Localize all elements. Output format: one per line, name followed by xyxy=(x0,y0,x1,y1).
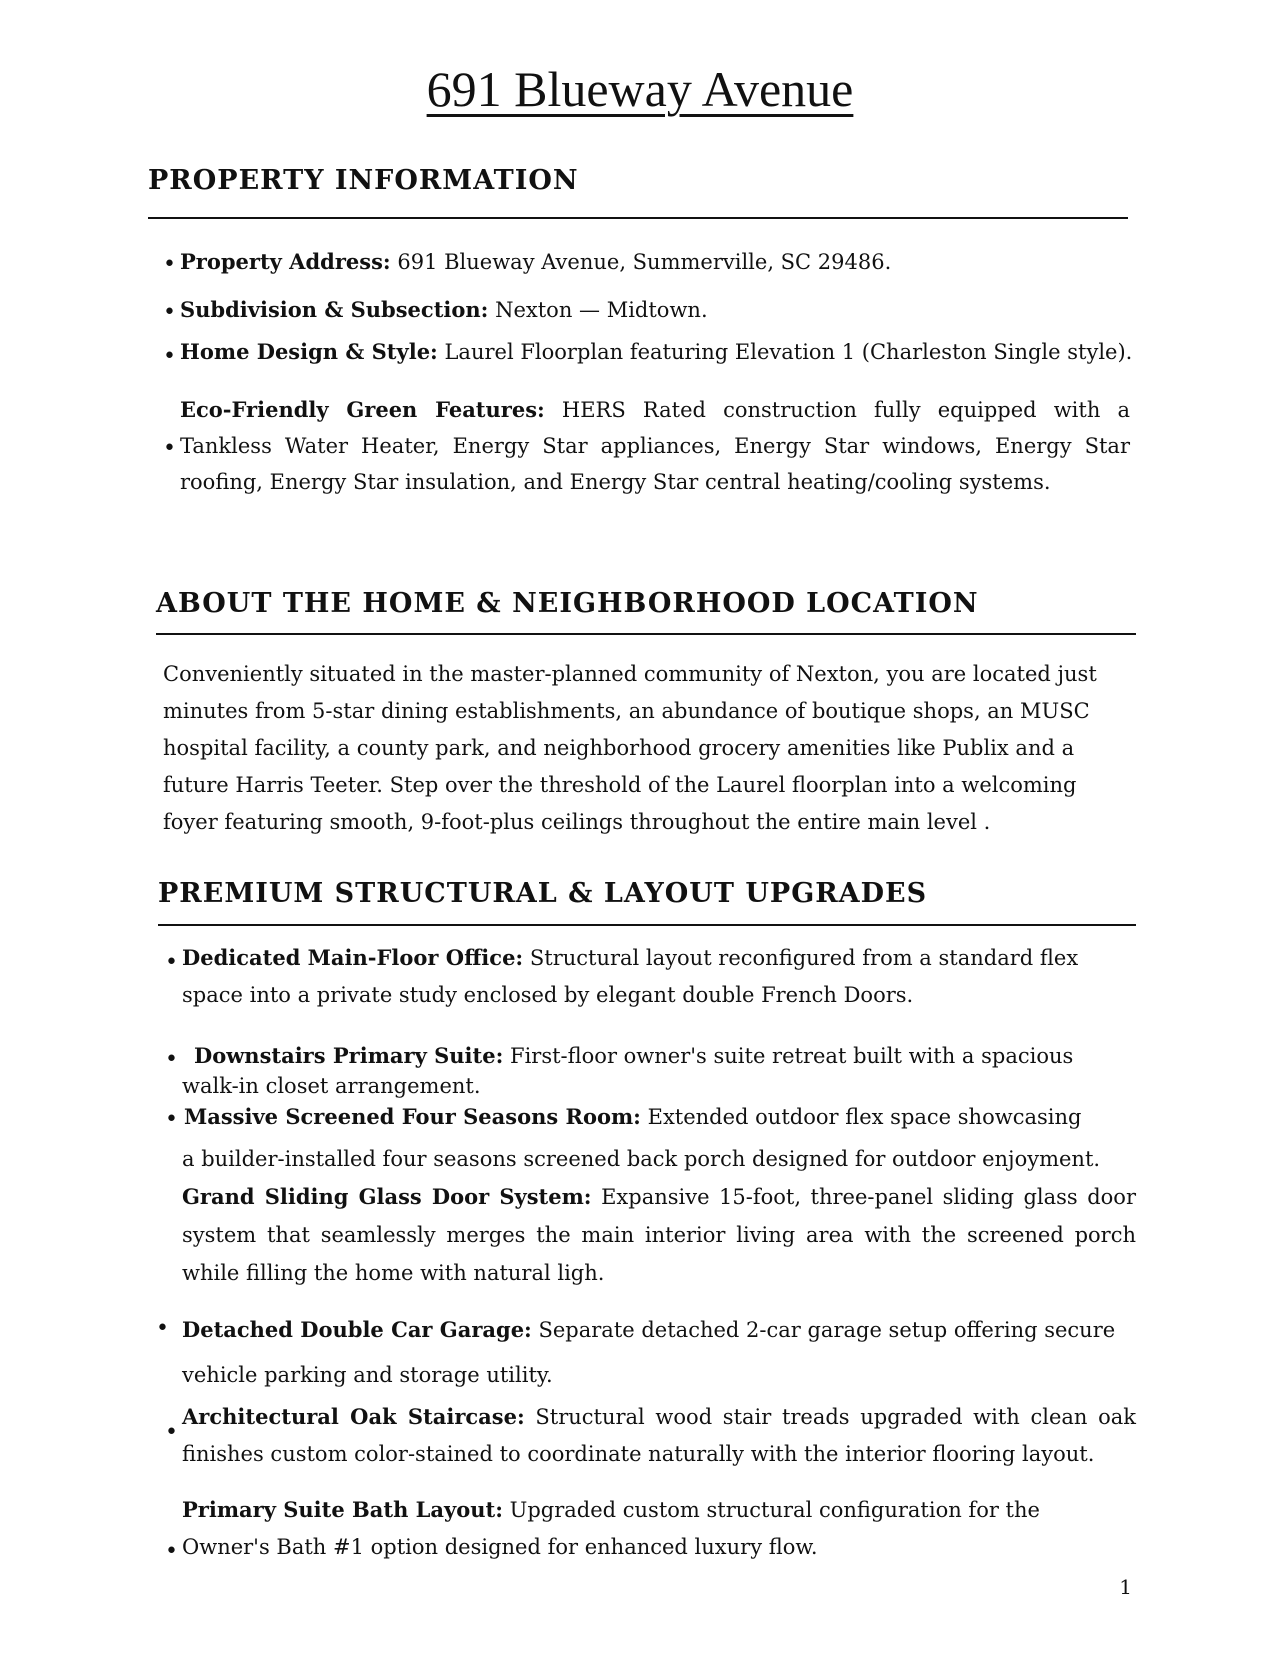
list-item-four-seasons-room-line2: a builder-installed four seasons screened back porch designed for outdoor enjoyment. xyxy=(182,1147,1101,1171)
bullet-icon: • xyxy=(165,950,178,975)
list-item-eco-features-line2: Tankless Water Heater, Energy Star appliances, Energy Star windows, Energy Star xyxy=(180,434,1130,458)
section-heading-property-information: PROPERTY INFORMATION xyxy=(148,165,579,196)
list-item-sliding-door-line3: while filling the home with natural ligh. xyxy=(182,1261,605,1285)
bullet-icon: • xyxy=(163,300,176,325)
bullet-icon: • xyxy=(165,1420,178,1445)
list-item-main-floor-office-line2: space into a private study enclosed by elegant double French Doors. xyxy=(182,983,914,1007)
bullet-icon: • xyxy=(163,436,176,461)
list-item-property-address: Property Address: 691 Blueway Avenue, Summerville, SC 29486. xyxy=(180,249,892,274)
list-item-eco-features-line3: roofing, Energy Star insulation, and Energy Star central heating/cooling systems. xyxy=(180,470,1051,494)
page-number: 1 xyxy=(1119,1575,1132,1599)
bullet-icon: • xyxy=(165,1047,178,1072)
bullet-icon: • xyxy=(163,344,176,369)
bullet-icon: • xyxy=(163,252,176,277)
list-item-subdivision: Subdivision & Subsection: Nexton — Midtown. xyxy=(180,297,708,322)
section-divider xyxy=(148,217,1128,219)
list-item-detached-garage: Detached Double Car Garage: Separate detached 2-car garage setup offering secure xyxy=(182,1317,1116,1342)
list-item-detached-garage-line2: vehicle parking and storage utility. xyxy=(182,1363,553,1387)
list-item-sliding-door: Grand Sliding Glass Door System: Expansive 15-foot, three-panel sliding glass door xyxy=(182,1184,1136,1209)
list-item-primary-suite: Downstairs Primary Suite: First-floor owner's suite retreat built with a spacious xyxy=(194,1043,1074,1068)
bullet-icon: • xyxy=(156,1316,169,1341)
list-item-oak-staircase-line2: finishes custom color-stained to coordinate naturally with the interior flooring layout. xyxy=(182,1442,1095,1466)
bullet-icon: • xyxy=(165,1107,178,1132)
bullet-icon: • xyxy=(165,1539,178,1564)
list-item-eco-features-line1: Eco-Friendly Green Features: HERS Rated construction fully equipped with a xyxy=(180,397,1130,422)
paragraph-line: future Harris Teeter. Step over the threshold of the Laurel floorplan into a welcoming xyxy=(163,773,1077,797)
paragraph-line: minutes from 5-star dining establishments, an abundance of boutique shops, an MUSC xyxy=(163,699,1090,723)
list-item-sliding-door-line2: system that seamlessly merges the main interior living area with the screened porch xyxy=(182,1223,1136,1247)
section-heading-premium-upgrades: PREMIUM STRUCTURAL & LAYOUT UPGRADES xyxy=(158,878,928,909)
list-item-primary-bath-line2: Owner's Bath #1 option designed for enhanced luxury flow. xyxy=(182,1535,818,1559)
list-item-main-floor-office: Dedicated Main-Floor Office: Structural layout reconfigured from a standard flex xyxy=(182,945,1079,970)
list-item-primary-suite-line2: walk-in closet arrangement. xyxy=(182,1074,481,1098)
paragraph-line: Conveniently situated in the master-planned community of Nexton, you are located just xyxy=(163,662,1097,686)
list-item-oak-staircase: Architectural Oak Staircase: Structural wood stair treads upgraded with clean oak xyxy=(182,1404,1136,1429)
paragraph-line: foyer featuring smooth, 9-foot-plus ceilings throughout the entire main level . xyxy=(163,810,991,834)
list-item-home-design: Home Design & Style: Laurel Floorplan featuring Elevation 1 (Charleston Single style). xyxy=(180,339,1133,364)
list-item-primary-bath: Primary Suite Bath Layout: Upgraded custom structural configuration for the xyxy=(182,1497,1040,1522)
paragraph-line: hospital facility, a county park, and neighborhood grocery amenities like Publix and a xyxy=(163,736,1075,760)
section-heading-about-home: ABOUT THE HOME & NEIGHBORHOOD LOCATION xyxy=(156,588,979,619)
section-divider xyxy=(156,633,1136,635)
section-divider xyxy=(158,924,1136,926)
page-title: 691 Blueway Avenue xyxy=(426,61,854,117)
list-item-four-seasons-room: Massive Screened Four Seasons Room: Extended outdoor flex space showcasing xyxy=(184,1104,1082,1129)
